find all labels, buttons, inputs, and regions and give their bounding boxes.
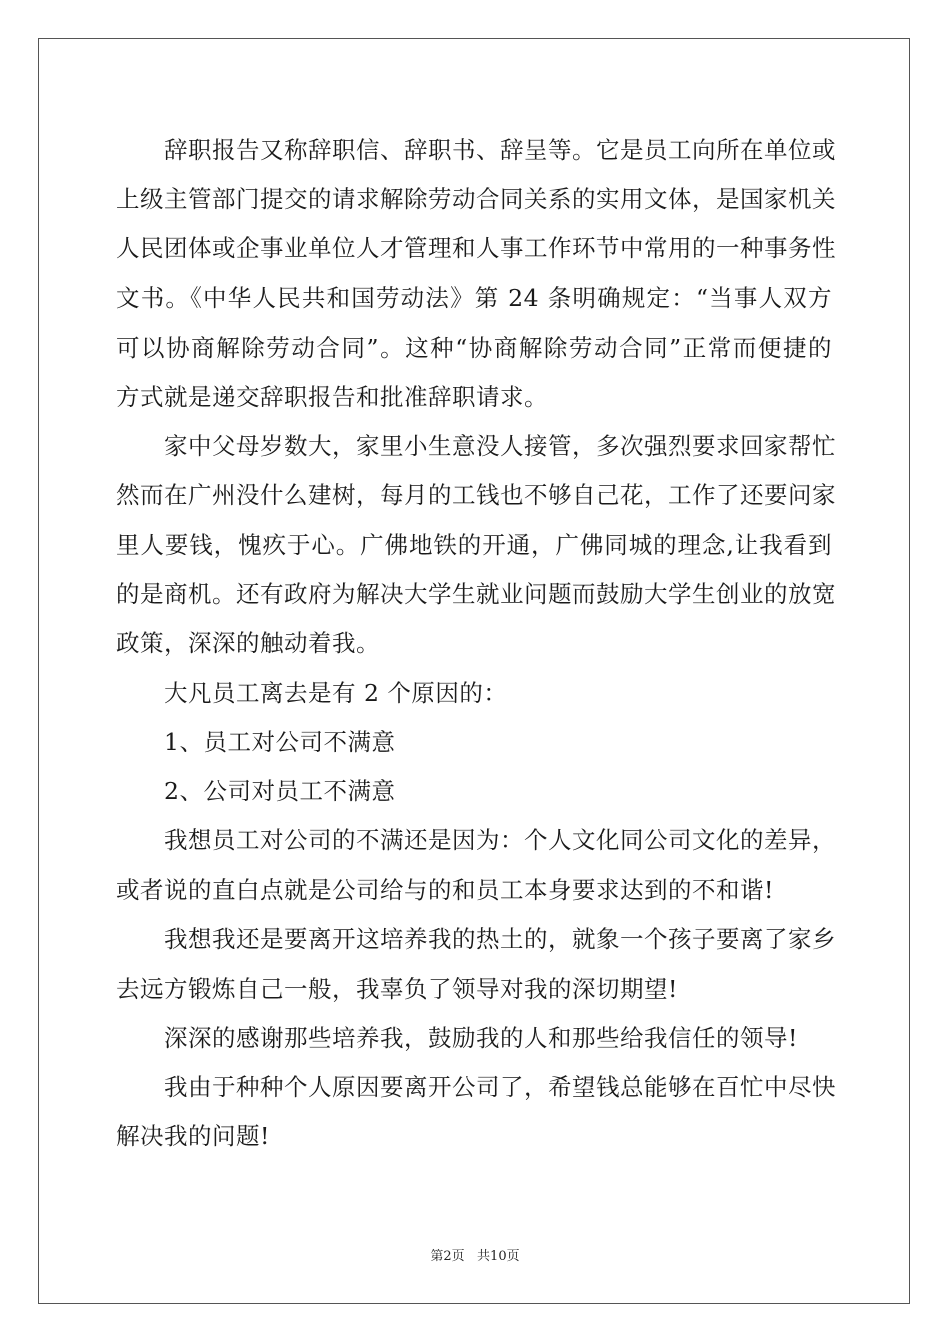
paragraph-line: 我想员工对公司的不满还是因为：个人文化同公司文化的差异， <box>164 826 836 854</box>
page-number-footer: 第2页 共10页 <box>430 1249 520 1264</box>
paragraph-line: 我由于种种个人原因要离开公司了，希望钱总能够在百忙中尽快 <box>164 1073 836 1101</box>
paragraph-line: 里人要钱，愧疚于心。广佛地铁的开通，广佛同城的理念,让我看到 <box>116 531 832 559</box>
paragraph-line: 方式就是递交辞职报告和批准辞职请求。 <box>116 383 548 411</box>
paragraph-line: 家中父母岁数大，家里小生意没人接管，多次强烈要求回家帮忙 <box>164 432 836 460</box>
paragraph-line: 或者说的直白点就是公司给与的和员工本身要求达到的不和谐! <box>116 876 774 904</box>
paragraph-line: 解决我的问题! <box>116 1122 270 1150</box>
list-item: 2、公司对员工不满意 <box>164 777 396 805</box>
paragraph-line: 大凡员工离去是有 2 个原因的： <box>164 679 508 707</box>
paragraph-line: 去远方锻炼自己一般，我辜负了领导对我的深切期望! <box>116 975 678 1003</box>
paragraph-line: 可以协商解除劳动合同”。这种“协商解除劳动合同”正常而便捷的 <box>116 334 832 362</box>
paragraph-line: 政策，深深的触动着我。 <box>116 629 380 657</box>
paragraph-line: 人民团体或企事业单位人才管理和人事工作环节中常用的一种事务性 <box>116 234 836 262</box>
paragraph-line: 上级主管部门提交的请求解除劳动合同关系的实用文体，是国家机关 <box>116 185 836 213</box>
page-border <box>38 38 910 1304</box>
paragraph-line: 辞职报告又称辞职信、辞职书、辞呈等。它是员工向所在单位或 <box>164 136 836 164</box>
paragraph-line: 然而在广州没什么建树，每月的工钱也不够自己花，工作了还要问家 <box>116 481 836 509</box>
list-item: 1、员工对公司不满意 <box>164 728 396 756</box>
paragraph-line: 深深的感谢那些培养我，鼓励我的人和那些给我信任的领导! <box>164 1024 798 1052</box>
paragraph-line: 我想我还是要离开这培养我的热土的，就象一个孩子要离了家乡 <box>164 925 836 953</box>
paragraph-line: 文书。《中华人民共和国劳动法》第 24 条明确规定：“当事人双方 <box>116 284 832 312</box>
paragraph-line: 的是商机。还有政府为解决大学生就业问题而鼓励大学生创业的放宽 <box>116 580 836 608</box>
